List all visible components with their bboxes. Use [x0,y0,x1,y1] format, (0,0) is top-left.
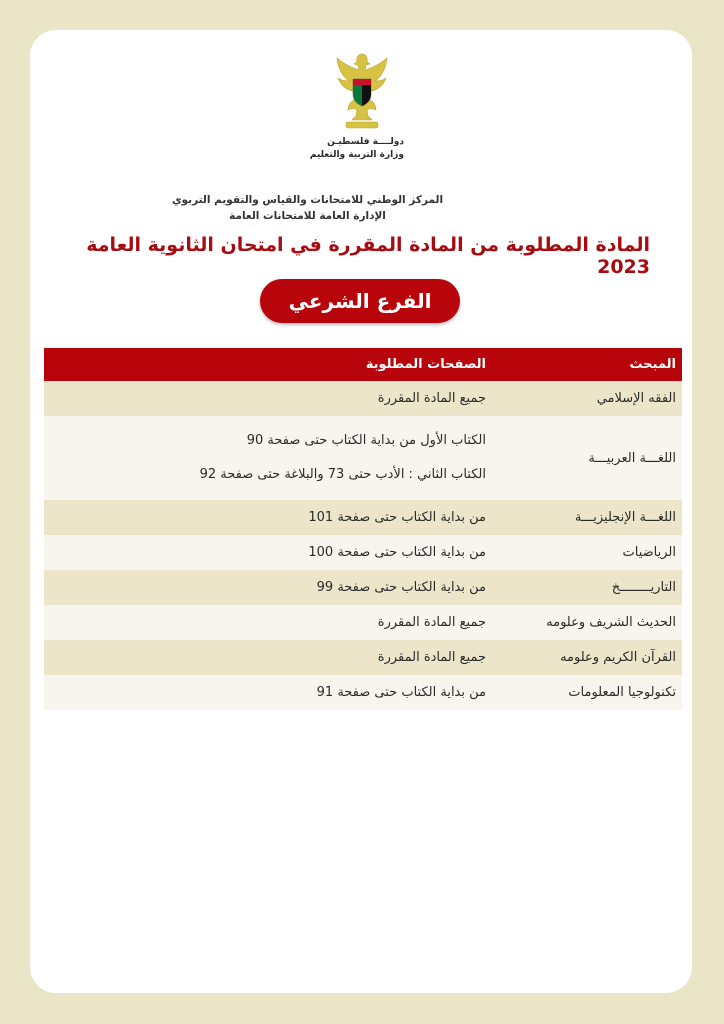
directorate-name: الإدارة العامة للامتحانات العامة [229,210,386,222]
pages-cell: من بداية الكتاب حتى صفحة 101 [308,510,486,525]
table-row [44,535,682,570]
subject-cell: الفقه الإسلامي [596,391,676,406]
table-row [44,416,682,500]
table-row [44,570,682,605]
table-row [44,675,682,710]
table-row [44,381,682,416]
pages-cell: من بداية الكتاب حتى صفحة 99 [316,580,486,595]
pages-cell: جميع المادة المقررة [377,391,486,406]
pages-cell: جميع المادة المقررة [377,650,486,665]
table-header [44,348,682,381]
subject-cell: اللغـــة العربيـــة [588,450,676,466]
pages-cell: من بداية الكتاب حتى صفحة 91 [316,685,486,700]
subject-cell: القرآن الكريم وعلومه [560,650,676,665]
pages-cell: من بداية الكتاب حتى صفحة 100 [308,545,486,560]
table-row [44,500,682,535]
syllabus-table [44,348,682,710]
state-name: دولــــة فلسطيـن [327,137,404,147]
subject-cell: الرياضيات [622,545,676,560]
subject-cell: التاريــــــــخ [611,580,676,595]
page-title: المادة المطلوبة من المادة المقررة في امتحان الثانوية العامة 2023 [86,234,650,278]
ministry-name: وزارة التربية والتعليم [309,150,404,160]
pages-line: الكتاب الثاني : الأدب حتى 73 والبلاغة حتى صفحة 92 [199,467,486,482]
subject-cell: الحديث الشريف وعلومه [546,615,676,630]
ministry-block [300,136,404,162]
pages-cell: جميع المادة المقررة [377,615,486,630]
pages-line: الكتاب الأول من بداية الكتاب حتى صفحة 90 [246,433,486,448]
subject-cell: اللغـــة الإنجليزيـــة [574,510,676,525]
pages-cell [44,424,492,492]
center-block [150,192,465,224]
column-header-pages: الصفحات المطلوبة [365,357,486,372]
palestine-eagle-emblem-icon [334,50,390,132]
center-name: المركز الوطني للامتحانات والقياس والتقويم التربوي [171,194,444,206]
column-header-subject: المبحث [629,357,676,372]
subject-cell: تكنولوجيا المعلومات [568,685,676,700]
branch-badge: الفرع الشرعي [260,279,460,323]
table-row [44,605,682,640]
table-row [44,640,682,675]
